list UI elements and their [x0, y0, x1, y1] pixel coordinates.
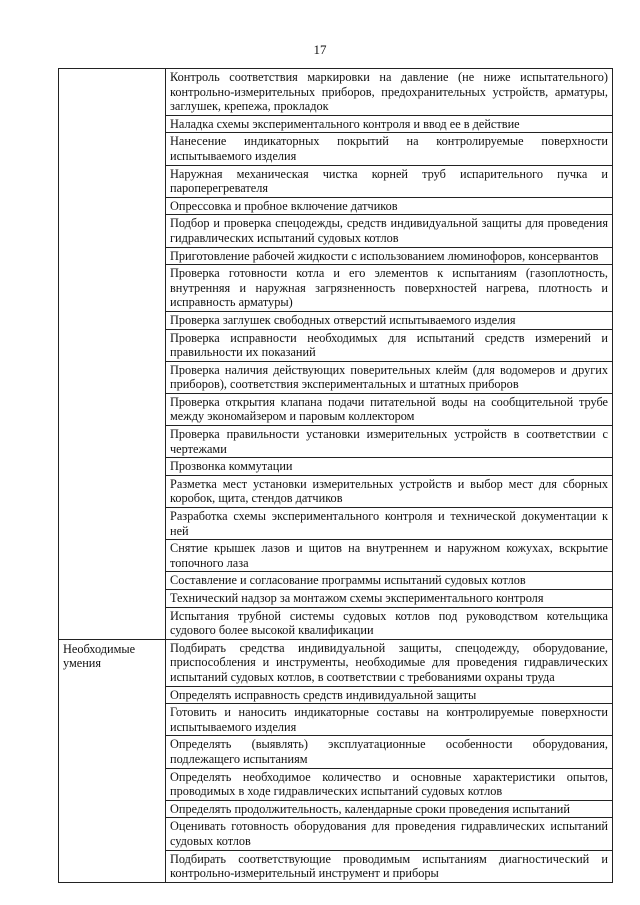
table-cell-item: Проверка заглушек свободных отверстий испытываемого изделия [166, 311, 613, 329]
table-cell-item: Проверка наличия действующих поверительных клейм (для водомеров и других приборов), соответствия экспериментальных и штатных приборов [166, 361, 613, 393]
table-cell-item: Подбирать средства индивидуальной защиты, спецодежду, оборудование, приспособления и инструменты, необходимые для проведения гидравлических испытаний судовых котлов, в соответствии с требованиями охраны труда [166, 639, 613, 686]
requirements-table [58, 68, 613, 883]
table-cell-item: Составление и согласование программы испытаний судовых котлов [166, 572, 613, 590]
table-cell-item: Проверка правильности установки измерительных устройств в соответствии с чертежами [166, 426, 613, 458]
table-row [59, 639, 613, 686]
table-cell-item: Подбор и проверка спецодежды, средств индивидуальной защиты для проведения гидравлических испытаний судовых котлов [166, 215, 613, 247]
table-row [59, 69, 613, 116]
table-cell-item: Готовить и наносить индикаторные составы на контролируемые поверхности испытываемого изделия [166, 704, 613, 736]
table-cell-item: Определять (выявлять) эксплуатационные особенности оборудования, подлежащего испытаниям [166, 736, 613, 768]
table-cell-item: Технический надзор за монтажом схемы экспериментального контроля [166, 590, 613, 608]
table-cell-item: Контроль соответствия маркировки на давление (не ниже испытательного) контрольно-измерительных приборов, предохранительных устройств, арматуры, заглушек, крепежа, прокладок [166, 69, 613, 116]
table-cell-item: Оценивать готовность оборудования для проведения гидравлических испытаний судовых котлов [166, 818, 613, 850]
page-number: 17 [313, 42, 327, 57]
table-cell-item: Наладка схемы экспериментального контроля и ввод ее в действие [166, 115, 613, 133]
table-cell-item: Снятие крышек лазов и щитов на внутреннем и наружном кожухах, вскрытие топочного лаза [166, 540, 613, 572]
table-cell-item: Наружная механическая чистка корней труб испарительного пучка и пароперегревателя [166, 165, 613, 197]
section-label [59, 69, 166, 640]
table-cell-item: Разработка схемы экспериментального контроля и технической документации к ней [166, 508, 613, 540]
table-cell-item: Проверка готовности котла и его элементов к испытаниям (газоплотность, внутренняя и наружная загрязненность поверхностей нагрева, плотность и исправность арматуры) [166, 265, 613, 312]
table-cell-item: Нанесение индикаторных покрытий на контролируемые поверхности испытываемого изделия [166, 133, 613, 165]
table-cell-item: Определять необходимое количество и основные характеристики опытов, проводимых в ходе гидравлических испытаний судовых котлов [166, 768, 613, 800]
table-cell-item: Определять продолжительность, календарные сроки проведения испытаний [166, 800, 613, 818]
table-cell-item: Подбирать соответствующие проводимым испытаниям диагностический и контрольно-измерительный инструмент и приборы [166, 850, 613, 882]
table-cell-item: Проверка исправности необходимых для испытаний средств измерений и правильности их показаний [166, 329, 613, 361]
table-cell-item: Проверка открытия клапана подачи питательной воды на сообщительной трубе между экономайзером и паровым коллектором [166, 393, 613, 425]
table-cell-item: Прозвонка коммутации [166, 458, 613, 476]
table-body [59, 69, 613, 883]
section-label: Необходимые умения [59, 639, 166, 882]
table-cell-item: Испытания трубной системы судовых котлов под руководством котельщика судового более высокой квалификации [166, 607, 613, 639]
table-cell-item: Приготовление рабочей жидкости с использованием люминофоров, консервантов [166, 247, 613, 265]
table-cell-item: Опрессовка и пробное включение датчиков [166, 197, 613, 215]
table-cell-item: Определять исправность средств индивидуальной защиты [166, 686, 613, 704]
table-cell-item: Разметка мест установки измерительных устройств и выбор мест для сборных коробок, щита, стендов датчиков [166, 475, 613, 507]
